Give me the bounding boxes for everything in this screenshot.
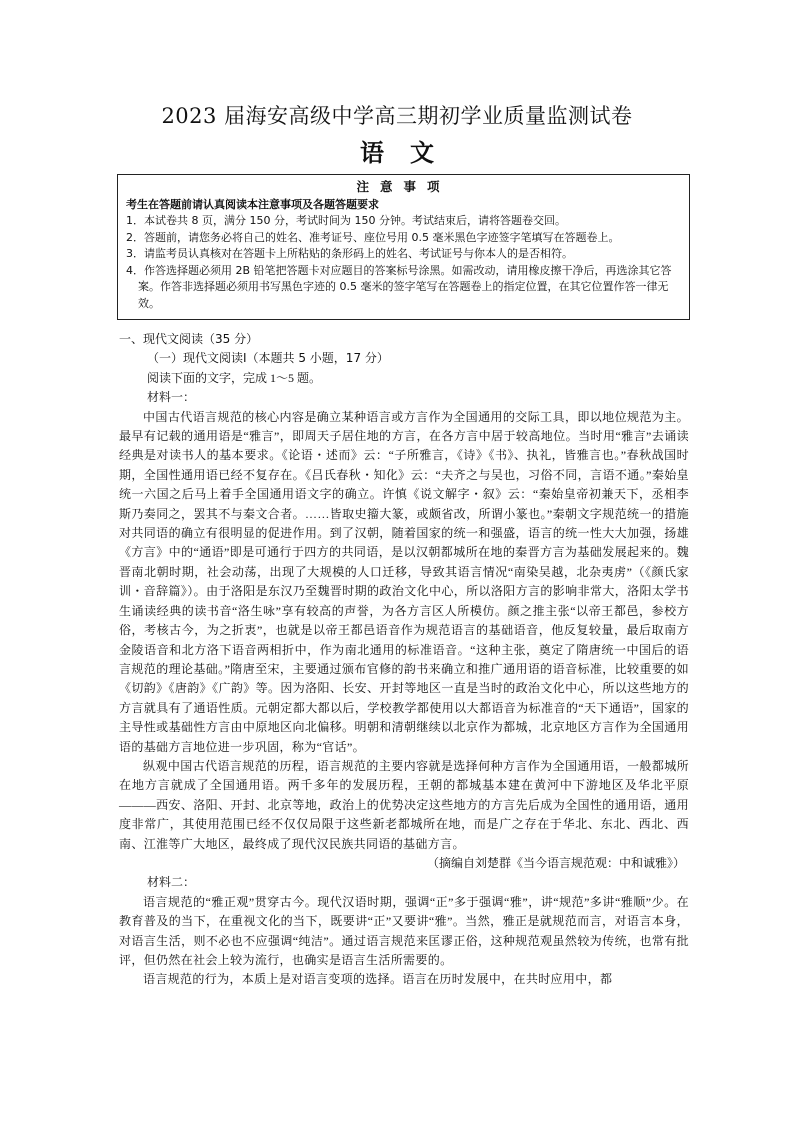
material-two-label: 材料二： <box>147 875 196 890</box>
notice-item: 3．请监考员认真核对在答题卡上所粘贴的条形码上的姓名、考试证号与你本人的是否相符。 <box>126 247 573 260</box>
notice-item: 2．答题前，请您务必将自己的姓名、准考证号、座位号用 0.5 毫米黑色字迹签字笔填写在答题卷上。 <box>126 230 620 244</box>
subject-title: 语文 <box>360 138 460 167</box>
material-two-paragraph: 语言规范的“雅正观”贯穿古今。现代汉语时期，强调“正”多于强调“雅”，讲“规范”多讲“雅顺”少。在教育普及的当下，在重视文化的当下，既要讲“正”又要讲“雅”。当然，雅正是就规范而言，对语言本身，对语言生活，则不必也不应强调“纯洁”。通过语言规范来匡谬正俗，这种规范观虽然较为传统，也常有批评，但仍然在社会上较为流行，也确实是语言生活所需要的。 <box>119 894 689 967</box>
material-two-paragraph: 语言规范的行为，本质上是对语言变项的选择。语言在历时发展中，在共时应用中，都 <box>143 972 613 987</box>
notice-item: 1．本试卷共 8 页，满分 150 分，考试时间为 150 分钟。考试结束后，请将答题卷交回。 <box>126 214 566 227</box>
instruction: 阅读下面的文字，完成 1～5 题。 <box>147 370 322 385</box>
material-one-source: （摘编自刘楚群《当今语言规范观：中和诚雅》） <box>426 855 685 870</box>
notice-item: 4．作答选择题必须用 2B 铅笔把答题卡对应题目的答案标号涂黑。如需改动，请用橡皮擦干净后，再选涂其它答案。作答非选择题必须用书写黑色字迹的 0.5 毫米的签字笔写在答题卷上的指定位置，在其它位置作答一律无效。 <box>126 263 672 310</box>
section-heading: 一、现代文阅读（35 分） <box>119 332 259 346</box>
reading-section <box>119 330 689 990</box>
notice-box <box>117 174 690 320</box>
notice-title: 注意事项 <box>356 179 451 194</box>
exam-title: 2023 届海安高级中学高三期初学业质量监测试卷 <box>161 104 633 128</box>
material-one-paragraph: 中国古代语言规范的核心内容是确立某种语言或方言作为全国通用的交际工具，即以地位规范为主。最早有记载的通用语是“雅言”，即周天子居住地的方言，在各方言中居于较高地位。当时用“雅言”去诵读经典是对读书人的基本要求。《论语・述而》云：“子所雅言，《诗》《书》、执礼，皆雅言也。”春秋战国时期，全国性通用语已经不复存在。《吕氏春秋・知化》云：“夫齐之与吴也，习俗不同，言语不通。”秦始皇统一六国之后马上着手全国通用语文字的确立。许慎《说文解字・叙》云：“秦始皇帝初兼天下，丞相李斯乃奏同之，罢其不与秦文合者。……皆取史籀大篆，或颇省改，所谓小篆也。”秦朝文字规范统一的措施对共同语的确立有很明显的促进作用。到了汉朝，随着国家的统一和强盛，语言的统一性大大加强，扬雄《方言》中的“通语”即是可通行于四方的共同语，是以汉朝都城所在地的秦晋方言为基础发展起来的。魏晋南北朝时期，社会动荡，出现了大规模的人口迁移，导致其语言情况“南染吴越，北杂夷虏”（《颜氏家训・音辞篇》）。由于洛阳是东汉乃至魏晋时期的政治文化中心，所以洛阳方言的影响非常大，洛阳太学书生诵读经典的读书音“洛生咏”享有较高的声誉，为各方言区人所模仿。颜之推主张“以帝王都邑，参校方俗，考核古今，为之折衷”，也就是以帝王都邑语音作为规范语言的基础语音，他反复较量，最后取南方金陵语音和北方洛下语音两相折中，作为南北通用的标准语音。“这种主张，奠定了隋唐统一中国后的语言规范的理论基础。”隋唐至宋，主要通过颁布官修的韵书来确立和推广通用语的语音标准，比较重要的如《切韵》《唐韵》《广韵》等。因为洛阳、长安、开封等地区一直是当时的政治文化中心，所以这些地方的方言就具有了通语性质。元朝定都大都以后，学校教学都使用以大都语音为标准音的“天下通语”，国家的主导性或基础性方言由中原地区向北偏移。明朝和清朝继续以北京作为都城，北京地区方言作为全国通用语的基础方言地位进一步巩固，称为“官话”。 <box>119 409 689 754</box>
sub-heading: （一）现代文阅读Ⅰ（本题共 5 小题，17 分） <box>147 351 389 366</box>
material-one-label: 材料一： <box>147 390 196 405</box>
notice-subtitle: 考生在答题前请认真阅读本注意事项及各题答题要求 <box>126 197 379 211</box>
material-one-paragraph: 纵观中国古代语言规范的历程，语言规范的主要内容就是选择何种方言作为全国通用语，一般都城所在地方言就成了全国通用语。两千多年的发展历程，王朝的都城基本建在黄河中下游地区及华北平原———西安、洛阳、开封、北京等地，政治上的优势决定这些地方的方言先后成为全国性的通用语，通用度非常广，其使用范围已经不仅仅局限于这些新老都城所在地，而是广之存在于华北、东北、西北、西南、江淮等广大地区，最终成了现代汉民族共同语的基础方言。 <box>119 758 689 851</box>
